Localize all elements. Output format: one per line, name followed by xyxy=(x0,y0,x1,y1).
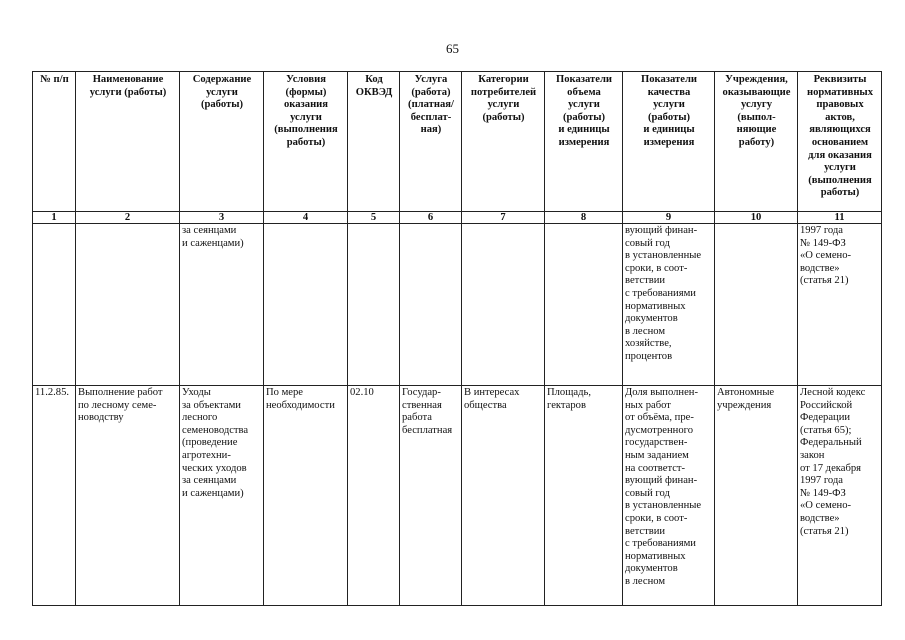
header-text-line: актов, xyxy=(825,111,855,123)
cell-text-line: Лесной кодекс xyxy=(800,387,866,398)
header-text-line: Код xyxy=(365,74,383,85)
header-text-line: (работа) xyxy=(411,86,451,98)
cell-text-line: хозяйстве, xyxy=(625,338,672,350)
cell-text-line: вующий финан- xyxy=(625,475,698,487)
column-number-cell: 5 xyxy=(348,212,400,224)
header-text-line: являющихся xyxy=(809,124,871,136)
header-text-line: № п/п xyxy=(40,74,69,85)
header-text-line: (работы) xyxy=(200,99,244,111)
table-cell-col-2 xyxy=(76,386,180,606)
table-cell-col-3 xyxy=(180,224,264,386)
table-cell-col-9 xyxy=(623,224,715,386)
cell-text-line: № 149-ФЗ xyxy=(800,487,846,499)
header-text-line: и единицы xyxy=(643,124,695,136)
cell-text-line: гектаров xyxy=(547,399,586,411)
table-cell-col-9 xyxy=(623,386,715,606)
cell-text-line: 1997 года xyxy=(800,225,844,236)
services-table xyxy=(32,71,882,606)
header-text-line: Содержание xyxy=(192,74,252,85)
header-text-line: услуги xyxy=(568,99,600,111)
header-text-line: (работы) xyxy=(647,111,691,123)
column-number-cell: 3 xyxy=(180,212,264,224)
cell-text-line: семеноводства xyxy=(182,424,249,436)
cell-text-line: и саженцами) xyxy=(182,237,244,249)
table-cell-col-7 xyxy=(462,224,545,386)
table-cell-col-7 xyxy=(462,386,545,606)
header-text-line: Условия xyxy=(286,74,326,85)
header-text-line: (формы) xyxy=(285,86,327,98)
cell-text-line: документов xyxy=(625,313,678,325)
header-text-line: услуги xyxy=(824,162,856,174)
cell-text-line: «О семено- xyxy=(800,250,852,262)
header-text-line: Учреждения, xyxy=(725,74,788,85)
header-text-line: (платная/ xyxy=(408,99,454,111)
cell-text-line: ветствии xyxy=(625,275,666,287)
table-cell-col-4 xyxy=(264,224,348,386)
header-text-line: измерения xyxy=(558,136,610,148)
header-text-line: Услуга xyxy=(414,74,448,85)
table-cell-col-4 xyxy=(264,386,348,606)
header-text-line: оказывающие xyxy=(722,86,791,98)
cell-text-line: в лесном xyxy=(625,325,666,337)
header-text-line: ОКВЭД xyxy=(355,86,393,98)
cell-text-line: Федерации xyxy=(800,412,851,424)
header-text-line: услуги xyxy=(206,86,238,98)
cell-text-line: (проведение xyxy=(182,437,238,449)
table-cell-col-6 xyxy=(400,224,462,386)
cell-text-line: лесного xyxy=(182,412,218,424)
header-text-line: оказания xyxy=(283,99,329,111)
cell-text-line: ственная xyxy=(402,399,442,411)
cell-text-line: «О семено- xyxy=(800,500,852,512)
cell-text-line: нормативных xyxy=(625,550,686,562)
cell-text-line: Площадь, xyxy=(547,387,591,398)
cell-text-line: Федеральный xyxy=(800,437,862,449)
table-row xyxy=(33,386,882,606)
column-number-cell: 9 xyxy=(623,212,715,224)
cell-text-line: в лесном xyxy=(625,575,666,587)
cell-text-line: закон xyxy=(800,449,825,461)
cell-text-line: бесплатная xyxy=(402,424,453,436)
header-text-line: ная) xyxy=(420,124,442,136)
cell-text-line: за сеянцами xyxy=(182,475,237,487)
header-text-line: услуги xyxy=(653,99,685,111)
cell-text-line: дусмотренного xyxy=(625,424,694,436)
cell-text-line: от 17 декабря xyxy=(800,462,862,474)
header-text-line: (работы) xyxy=(562,111,606,123)
header-text-line: услугу xyxy=(740,99,773,111)
header-cell-col-11 xyxy=(798,72,882,212)
table-row xyxy=(33,224,882,386)
header-text-line: услуги xyxy=(290,111,322,123)
header-cell-col-1 xyxy=(33,72,76,212)
cell-text-line: необходимости xyxy=(266,399,335,411)
cell-text-line: Доля выполнен- xyxy=(625,387,698,398)
cell-text-line: По мере xyxy=(266,387,304,398)
cell-text-line: Автономные xyxy=(717,387,775,398)
column-number-cell: 1 xyxy=(33,212,76,224)
cell-text-line: Уходы xyxy=(182,387,211,398)
cell-text-line: и саженцами) xyxy=(182,487,244,499)
table-cell-col-2 xyxy=(76,224,180,386)
cell-text-line: за объектами xyxy=(182,399,241,411)
header-text-line: (выпол- xyxy=(737,111,776,123)
table-cell-col-3 xyxy=(180,386,264,606)
cell-text-line: по лесному семе- xyxy=(78,399,157,411)
table-cell-col-10 xyxy=(715,386,798,606)
header-text-line: Наименование xyxy=(92,74,164,85)
cell-text-line: (статья 65); xyxy=(800,424,852,436)
cell-text-line: Государ- xyxy=(402,387,441,398)
header-cell-col-8 xyxy=(545,72,623,212)
cell-text-line: Российской xyxy=(800,399,853,411)
header-text-line: Категории xyxy=(478,74,529,85)
header-cell-col-9 xyxy=(623,72,715,212)
table-cell-col-6 xyxy=(400,386,462,606)
table-cell-col-11 xyxy=(798,386,882,606)
cell-text-line: общества xyxy=(464,399,507,411)
column-number-cell: 10 xyxy=(715,212,798,224)
cell-text-line: 1997 года xyxy=(800,475,844,487)
cell-text-line: Выполнение работ xyxy=(78,387,163,398)
cell-text-line: от объёма, пре- xyxy=(625,412,694,424)
header-text-line: правовых xyxy=(816,99,864,111)
cell-text-line: агротехни- xyxy=(182,449,231,461)
cell-text-line: в установленные xyxy=(625,250,702,262)
cell-text-line: (статья 21) xyxy=(800,525,849,537)
header-text-line: (выполнения xyxy=(274,124,338,136)
cell-text-line: процентов xyxy=(625,350,673,362)
header-text-line: работы) xyxy=(820,187,860,199)
header-text-line: и единицы xyxy=(558,124,610,136)
cell-text-line: 02.10 xyxy=(350,387,374,398)
header-text-line: услуги (работы) xyxy=(89,86,167,98)
cell-text-line: за сеянцами xyxy=(182,225,237,236)
column-number-cell: 11 xyxy=(798,212,882,224)
cell-text-line: государствен- xyxy=(625,437,688,449)
header-text-line: услуги xyxy=(487,99,520,111)
header-text-line: работы) xyxy=(286,136,326,148)
table-cell-col-8 xyxy=(545,386,623,606)
cell-text-line: (статья 21) xyxy=(800,275,849,287)
column-number-cell: 7 xyxy=(462,212,545,224)
header-cell-col-2 xyxy=(76,72,180,212)
table-cell-col-10 xyxy=(715,224,798,386)
cell-text-line: водстве» xyxy=(800,512,840,524)
header-cell-col-4 xyxy=(264,72,348,212)
header-text-line: няющие xyxy=(736,124,777,136)
header-cell-col-7 xyxy=(462,72,545,212)
cell-text-line: 11.2.85. xyxy=(35,387,70,398)
column-number-cell: 4 xyxy=(264,212,348,224)
table-cell-col-1 xyxy=(33,386,76,606)
header-text-line: потребителей xyxy=(470,86,537,98)
cell-text-line: новодству xyxy=(78,412,124,424)
cell-text-line: № 149-ФЗ xyxy=(800,237,846,249)
cell-text-line: сроки, в соот- xyxy=(625,262,688,274)
header-text-line: объема xyxy=(567,86,601,98)
cell-text-line: совый год xyxy=(625,487,670,499)
cell-text-line: учреждения xyxy=(717,399,772,411)
cell-text-line: ветствии xyxy=(625,525,666,537)
header-row xyxy=(33,72,882,212)
column-number-cell: 8 xyxy=(545,212,623,224)
cell-text-line: сроки, в соот- xyxy=(625,512,688,524)
header-text-line: измерения xyxy=(643,136,695,148)
cell-text-line: ных работ xyxy=(625,399,671,411)
header-cell-col-6 xyxy=(400,72,462,212)
cell-text-line: ческих уходов xyxy=(182,462,247,474)
column-number-cell: 6 xyxy=(400,212,462,224)
cell-text-line: нормативных xyxy=(625,300,686,312)
cell-text-line: в установленные xyxy=(625,500,702,512)
cell-text-line: документов xyxy=(625,563,678,575)
header-text-line: бесплат- xyxy=(410,111,452,123)
column-number-row xyxy=(33,212,882,224)
header-text-line: основанием xyxy=(811,136,869,148)
header-text-line: Реквизиты xyxy=(813,74,867,85)
cell-text-line: с требованиями xyxy=(625,287,696,299)
header-text-line: Показатели xyxy=(640,74,697,85)
column-number-cell: 2 xyxy=(76,212,180,224)
header-text-line: (выполнения xyxy=(808,174,872,186)
cell-text-line: вующий финан- xyxy=(625,225,698,236)
cell-text-line: работа xyxy=(402,412,433,424)
table-cell-col-8 xyxy=(545,224,623,386)
cell-text-line: водстве» xyxy=(800,262,840,274)
header-text-line: нормативных xyxy=(807,86,873,98)
cell-text-line: с требованиями xyxy=(625,538,696,550)
table-cell-col-5 xyxy=(348,224,400,386)
cell-text-line: совый год xyxy=(625,237,670,249)
page-number: 65 xyxy=(446,41,459,56)
header-text-line: Показатели xyxy=(555,74,612,85)
cell-text-line: на соответст- xyxy=(625,462,686,474)
table-cell-col-11 xyxy=(798,224,882,386)
header-cell-col-3 xyxy=(180,72,264,212)
cell-text-line: ным заданием xyxy=(625,449,689,461)
table-cell-col-1 xyxy=(33,224,76,386)
table-cell-col-5 xyxy=(348,386,400,606)
header-cell-col-10 xyxy=(715,72,798,212)
header-text-line: (работы) xyxy=(482,111,525,123)
header-cell-col-5 xyxy=(348,72,400,212)
header-text-line: для оказания xyxy=(808,149,872,161)
header-text-line: качества xyxy=(647,86,691,98)
cell-text-line: В интересах xyxy=(464,387,520,398)
header-text-line: работу) xyxy=(738,136,775,148)
